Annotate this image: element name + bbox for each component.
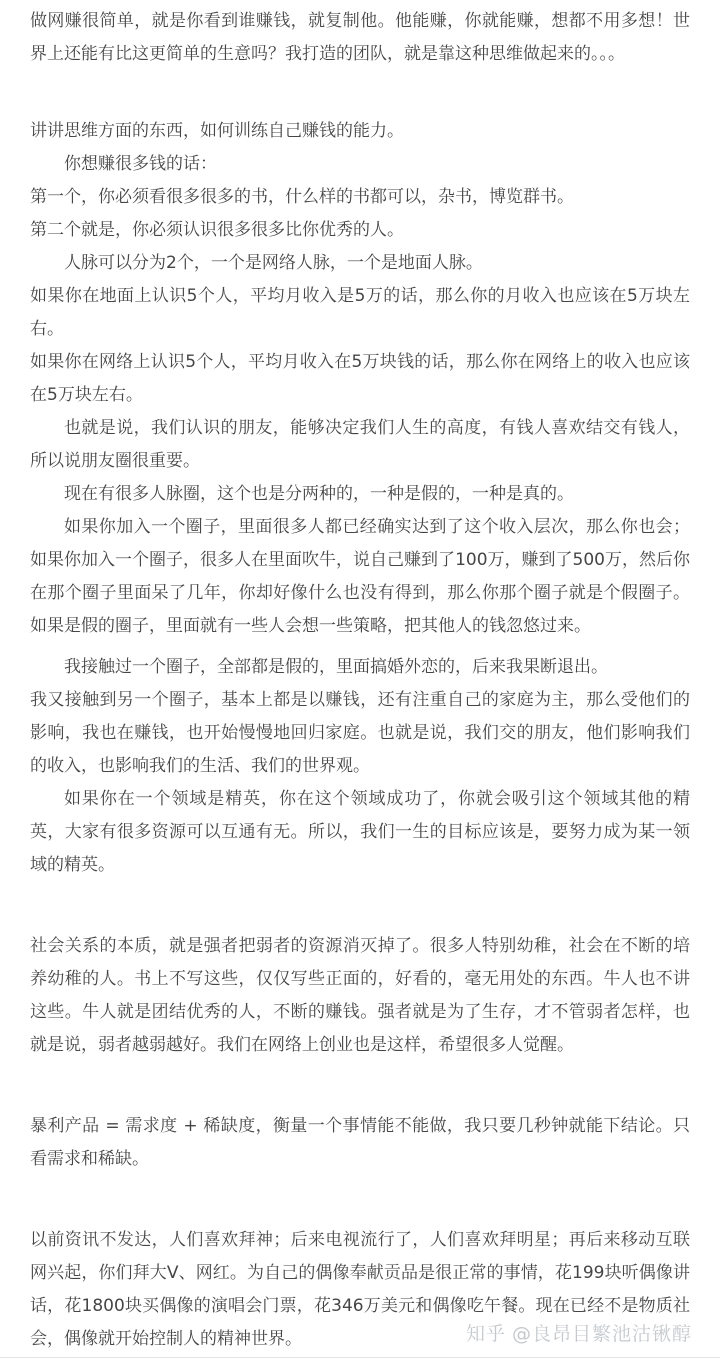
paragraph: 如果你加入一个圈子，里面很多人都已经确实达到了这个收入层次，那么你也会；如果你加入一个圈子，很多人在里面吹牛，说自己赚到了100万，赚到了500万，然后你在那个圈子里面呆了几年，你却好像什么也没有得到，那么你那个圈子就是个假圈子。如果是假的圈子，里面就有一些人会想一些策略，把其他人的钱忽悠过来。: [30, 517, 690, 636]
paragraph: 你想赚很多钱的话：: [64, 154, 217, 174]
zhihu-watermark: [466, 1320, 692, 1348]
paragraph: 现在有很多人脉圈，这个也是分两种的，一种是假的，一种是真的。: [64, 484, 574, 504]
paragraph: 第二个就是，你必须认识很多很多比你优秀的人。: [30, 220, 404, 240]
bottom-separator: [0, 1357, 720, 1358]
watermark-username: @良昂目繁池沽锹醇: [511, 1323, 692, 1345]
paragraph: 我接触过一个圈子，全部都是假的，里面搞婚外恋的，后来我果断退出。: [64, 657, 608, 677]
paragraph: 如果你在地面上认识5个人，平均月收入是5万的话，那么你的月收入也应该在5万块左右。: [30, 286, 690, 339]
paragraph: 也就是说，我们认识的朋友，能够决定我们人生的高度，有钱人喜欢结交有钱人，所以说朋友圈很重要。: [30, 418, 690, 471]
paragraph: 社会关系的本质，就是强者把弱者的资源消灭掉了。很多人特别幼稚，社会在不断的培养幼稚的人。书上不写这些，仅仅写些正面的，好看的，毫无用处的东西。牛人也不讲这些。牛人就是团结优秀的人，不断的赚钱。强者就是为了生存，才不管弱者怎样，也就是说，弱者越弱越好。我们在网络上创业也是这样，希望很多人觉醒。: [30, 936, 690, 1055]
paragraph: 如果你在网络上认识5个人，平均月收入在5万块钱的话，那么你在网络上的收入也应该在5万块左右。: [30, 352, 690, 405]
zhihu-brand-text: 知乎: [465, 1323, 506, 1345]
paragraph: 以前资讯不发达，人们喜欢拜神；后来电视流行了，人们喜欢拜明星；再后来移动互联网兴起，你们拜大V、网红。为自己的偶像奉献贡品是很正常的事情，花199块听偶像讲话，花1800块买偶像的演唱会门票，花346万美元和偶像吃午餐。现在已经不是物质社会，偶像就开始控制人的精神世界。: [30, 1230, 690, 1349]
paragraph: 人脉可以分为2个，一个是网络人脉，一个是地面人脉。: [64, 253, 483, 273]
paragraph: 做网赚很简单，就是你看到谁赚钱，就复制他。他能赚，你就能赚，想都不用多想！世界上还能有比这更简单的生意吗？我打造的团队，就是靠这种思维做起来的。。。: [30, 11, 690, 64]
paragraph: 如果你在一个领域是精英，你在这个领域成功了，你就会吸引这个领域其他的精英，大家有很多资源可以互通有无。所以，我们一生的目标应该是，要努力成为某一领域的精英。: [30, 789, 690, 875]
paragraph: 暴利产品 = 需求度 + 稀缺度，衡量一个事情能不能做，我只要几秒钟就能下结论。只看需求和稀缺。: [30, 1116, 690, 1169]
paragraph: 第一个，你必须看很多很多的书，什么样的书都可以，杂书，博览群书。: [30, 187, 574, 207]
paragraph: 我又接触到另一个圈子，基本上都是以赚钱，还有注重自己的家庭为主，那么受他们的影响，我也在赚钱，也开始慢慢地回归家庭。也就是说，我们交的朋友，他们影响我们的收入，也影响我们的生活、我们的世界观。: [30, 690, 690, 776]
paragraph: 讲讲思维方面的东西，如何训练自己赚钱的能力。: [30, 121, 404, 141]
